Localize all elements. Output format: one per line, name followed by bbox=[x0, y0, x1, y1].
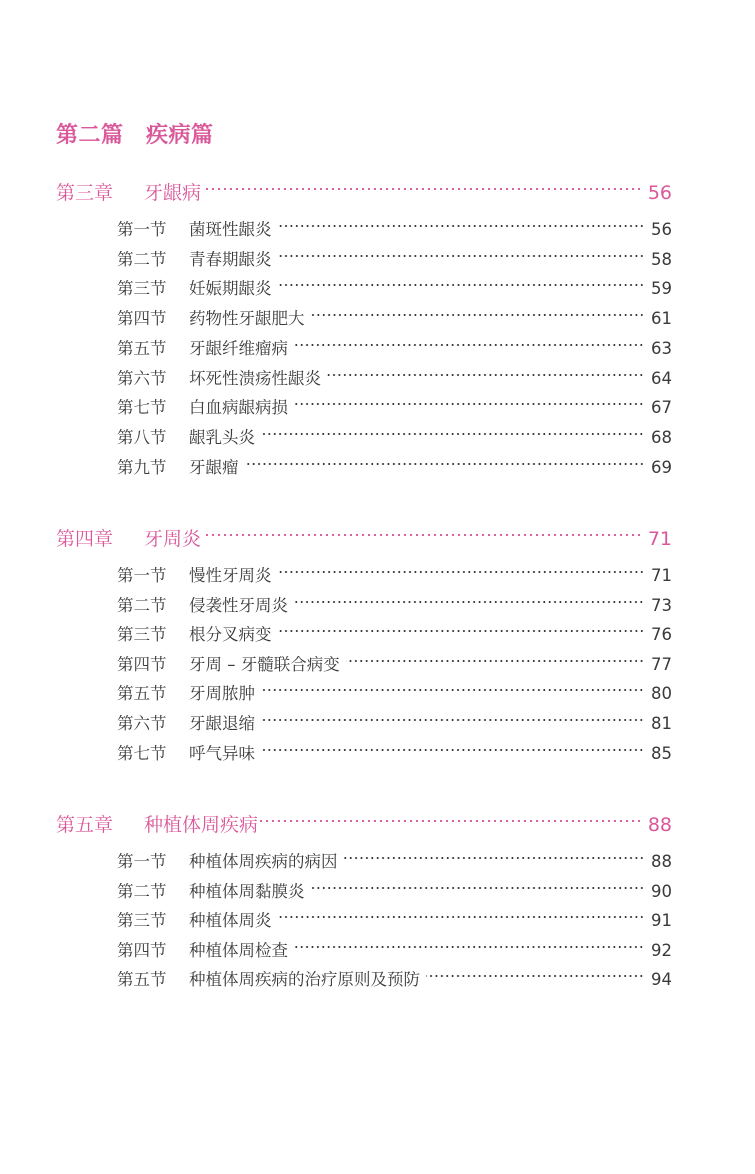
section-title: 慢性牙周炎 bbox=[189, 566, 272, 585]
section-row[interactable] bbox=[117, 335, 672, 359]
section-title: 白血病龈病损 bbox=[189, 398, 288, 418]
chapter-row[interactable] bbox=[56, 810, 672, 836]
chapter-number: 第三章 bbox=[56, 182, 114, 204]
dot-leader bbox=[344, 857, 645, 859]
section-title: 呼气异味 bbox=[189, 743, 255, 763]
section-title: 种植体周黏膜炎 bbox=[189, 881, 305, 901]
section-number: 第三节 bbox=[117, 911, 167, 931]
dot-leader bbox=[311, 314, 645, 316]
section-title: 牙周 – 牙髓联合病变 bbox=[189, 654, 340, 674]
section-row[interactable] bbox=[117, 562, 672, 586]
section-row[interactable] bbox=[117, 740, 672, 764]
dot-leader bbox=[261, 719, 644, 721]
section-page-number: 69 bbox=[651, 457, 672, 477]
section-page-number: 59 bbox=[651, 279, 672, 299]
dot-leader bbox=[278, 255, 645, 257]
chapter-row[interactable] bbox=[56, 178, 672, 204]
section-row[interactable] bbox=[117, 907, 672, 931]
section-number: 第七节 bbox=[117, 398, 167, 418]
section-page-number: 63 bbox=[651, 338, 672, 358]
section-page-number: 91 bbox=[651, 911, 672, 931]
dot-leader bbox=[294, 344, 644, 346]
section-page-number: 81 bbox=[651, 714, 672, 733]
section-page-number: 90 bbox=[651, 881, 672, 901]
section-row[interactable] bbox=[117, 937, 672, 961]
section-page-number: 77 bbox=[651, 654, 672, 674]
section-page-number: 61 bbox=[651, 309, 672, 329]
chapter-title: 牙周炎 bbox=[144, 528, 202, 550]
chapter-title: 种植体周疾病 bbox=[144, 814, 259, 836]
dot-leader bbox=[261, 749, 644, 751]
section-title: 侵袭性牙周炎 bbox=[189, 595, 288, 615]
section-row[interactable] bbox=[117, 424, 672, 448]
section-page-number: 88 bbox=[651, 852, 672, 871]
section-number: 第八节 bbox=[117, 427, 167, 447]
section-number: 第七节 bbox=[117, 743, 167, 763]
section-page-number: 92 bbox=[651, 940, 672, 960]
chapter-page-number: 88 bbox=[647, 814, 672, 836]
section-number: 第四节 bbox=[117, 940, 167, 960]
chapter-page-number: 71 bbox=[647, 528, 672, 550]
dot-leader bbox=[261, 689, 644, 691]
section-title: 菌斑性龈炎 bbox=[189, 220, 272, 239]
section-number: 第五节 bbox=[117, 970, 167, 990]
dot-leader bbox=[311, 887, 645, 889]
section-title: 牙龈瘤 bbox=[189, 457, 239, 477]
section-title: 种植体周疾病的病因 bbox=[189, 852, 338, 871]
section-row[interactable] bbox=[117, 365, 672, 389]
section-page-number: 94 bbox=[651, 970, 672, 990]
section-number: 第四节 bbox=[117, 654, 167, 674]
chapter-number: 第五章 bbox=[56, 814, 114, 836]
section-page-number: 85 bbox=[651, 743, 672, 763]
section-number: 第五节 bbox=[117, 684, 167, 704]
section-row[interactable] bbox=[117, 454, 672, 478]
section-row[interactable] bbox=[117, 710, 672, 734]
section-number: 第五节 bbox=[117, 338, 167, 358]
section-title: 种植体周疾病的治疗原则及预防 bbox=[189, 970, 420, 990]
chapter-row[interactable] bbox=[56, 524, 672, 550]
section-title: 青春期龈炎 bbox=[189, 249, 272, 269]
dot-leader bbox=[278, 284, 645, 286]
section-page-number: 76 bbox=[651, 625, 672, 645]
section-row[interactable] bbox=[117, 246, 672, 270]
section-row[interactable] bbox=[117, 878, 672, 902]
dot-leader bbox=[294, 403, 644, 405]
dot-leader bbox=[203, 188, 642, 190]
section-row[interactable] bbox=[117, 592, 672, 616]
section-number: 第一节 bbox=[117, 852, 167, 871]
section-title: 牙龈退缩 bbox=[189, 714, 255, 733]
section-row[interactable] bbox=[117, 216, 672, 240]
dot-leader bbox=[278, 225, 645, 227]
dot-leader bbox=[278, 571, 645, 573]
section-page-number: 73 bbox=[651, 595, 672, 615]
section-page-number: 67 bbox=[651, 398, 672, 418]
section-row[interactable] bbox=[117, 651, 672, 675]
section-row[interactable] bbox=[117, 394, 672, 418]
dot-leader bbox=[327, 374, 644, 376]
section-title: 牙周脓肿 bbox=[189, 684, 255, 704]
section-page-number: 80 bbox=[651, 684, 672, 704]
dot-leader bbox=[203, 534, 642, 536]
dot-leader bbox=[294, 946, 644, 948]
section-page-number: 68 bbox=[651, 427, 672, 447]
section-number: 第三节 bbox=[117, 279, 167, 299]
section-number: 第四节 bbox=[117, 309, 167, 329]
section-title: 妊娠期龈炎 bbox=[189, 279, 272, 299]
section-title: 根分叉病变 bbox=[189, 625, 272, 645]
section-row[interactable] bbox=[117, 305, 672, 329]
section-number: 第二节 bbox=[117, 881, 167, 901]
section-number: 第一节 bbox=[117, 566, 167, 585]
section-number: 第二节 bbox=[117, 595, 167, 615]
section-row[interactable] bbox=[117, 966, 672, 990]
section-title: 龈乳头炎 bbox=[189, 427, 255, 447]
dot-leader bbox=[426, 975, 644, 977]
section-title: 坏死性溃疡性龈炎 bbox=[189, 368, 321, 388]
section-page-number: 71 bbox=[651, 566, 672, 585]
section-number: 第一节 bbox=[117, 220, 167, 239]
section-row[interactable] bbox=[117, 680, 672, 704]
dot-leader bbox=[245, 463, 645, 465]
part-title: 第二篇 疾病篇 bbox=[56, 123, 214, 148]
section-number: 第九节 bbox=[117, 457, 167, 477]
dot-leader bbox=[278, 916, 645, 918]
section-title: 种植体周检查 bbox=[189, 940, 288, 960]
dot-leader bbox=[294, 601, 644, 603]
section-page-number: 64 bbox=[651, 368, 672, 388]
section-title: 牙龈纤维瘤病 bbox=[189, 338, 288, 358]
dot-leader bbox=[260, 820, 642, 822]
section-page-number: 58 bbox=[651, 249, 672, 269]
section-row[interactable] bbox=[117, 621, 672, 645]
section-row[interactable] bbox=[117, 275, 672, 299]
section-number: 第二节 bbox=[117, 249, 167, 269]
section-title: 药物性牙龈肥大 bbox=[189, 309, 305, 329]
section-number: 第三节 bbox=[117, 625, 167, 645]
section-title: 种植体周炎 bbox=[189, 911, 272, 931]
dot-leader bbox=[346, 660, 644, 662]
section-number: 第六节 bbox=[117, 368, 167, 388]
section-number: 第六节 bbox=[117, 714, 167, 733]
chapter-number: 第四章 bbox=[56, 528, 114, 550]
section-page-number: 56 bbox=[651, 220, 672, 239]
chapter-page-number: 56 bbox=[647, 182, 672, 204]
dot-leader bbox=[261, 433, 644, 435]
section-row[interactable] bbox=[117, 848, 672, 872]
dot-leader bbox=[278, 630, 645, 632]
chapter-title: 牙龈病 bbox=[144, 182, 202, 204]
